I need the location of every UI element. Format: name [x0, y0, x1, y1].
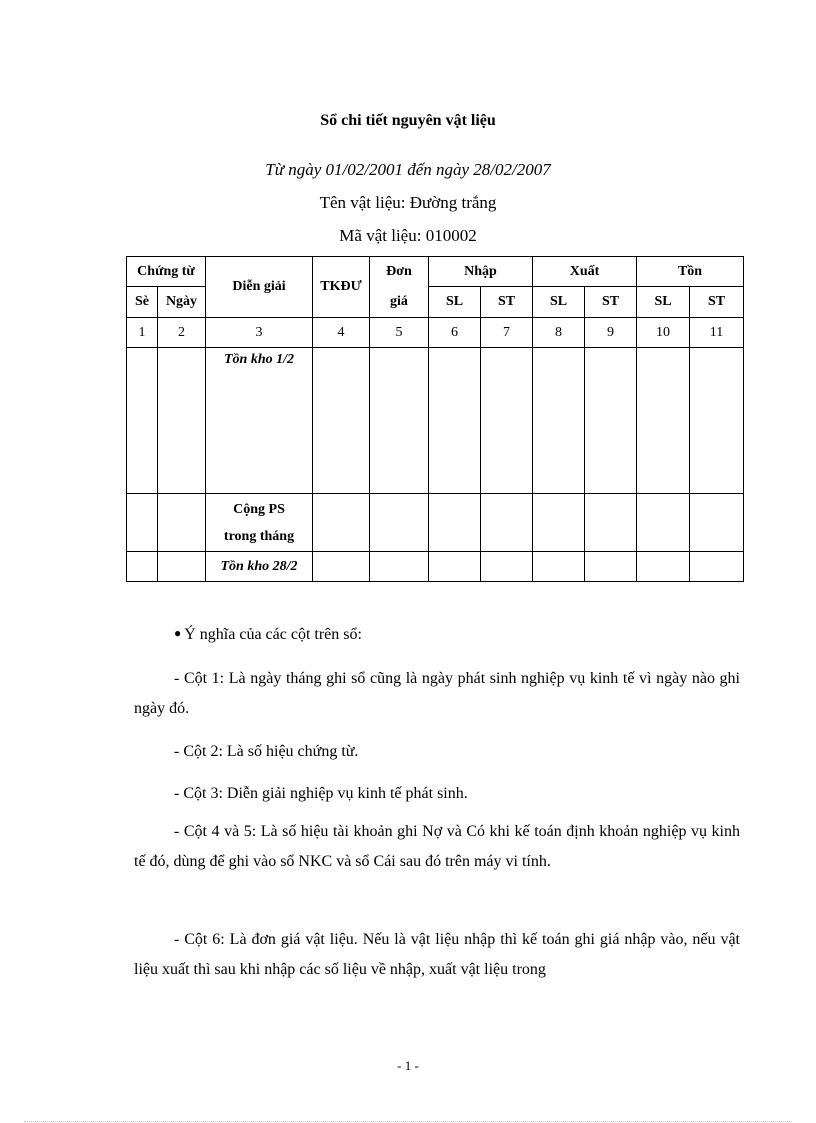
table-cell — [533, 552, 585, 582]
table-cell — [313, 348, 370, 494]
page-bottom-divider — [24, 1121, 792, 1122]
table-cell — [585, 552, 637, 582]
table-cell — [533, 348, 585, 494]
table-cell — [429, 494, 481, 552]
monthly-total-line2: trong tháng — [223, 528, 295, 544]
column-number: 11 — [690, 318, 744, 348]
date-range: Từ ngày 01/02/2001 đến ngày 28/02/2007 — [265, 160, 551, 179]
note-col1: - Cột 1: Là ngày tháng ghi sổ cũng là ngày phát sinh nghiệp vụ kinh tế vì ngày nào ghi ngày đó. — [134, 670, 740, 717]
column-number: 7 — [481, 318, 533, 348]
opening-balance-label: Tồn kho 1/2 — [206, 348, 313, 494]
material-code: Mã vật liệu: 010002 — [339, 226, 477, 245]
table-cell — [158, 348, 206, 494]
header-in-st: ST — [481, 287, 533, 318]
column-number: 9 — [585, 318, 637, 348]
page-number: - 1 - — [397, 1058, 419, 1073]
table-cell — [637, 552, 690, 582]
table-cell — [429, 552, 481, 582]
page-title: Sổ chi tiết nguyên vật liệu — [320, 112, 496, 129]
column-number: 2 — [158, 318, 206, 348]
table-cell — [370, 348, 429, 494]
header-in: Nhập — [429, 257, 533, 287]
table-cell — [481, 552, 533, 582]
table-cell — [690, 552, 744, 582]
table-cell — [637, 494, 690, 552]
table-cell — [585, 494, 637, 552]
monthly-total-label — [206, 494, 313, 552]
column-number: 1 — [127, 318, 158, 348]
table-cell — [481, 348, 533, 494]
header-unit-price-line1: Đơn — [386, 264, 412, 279]
header-voucher: Chứng từ — [127, 257, 206, 287]
table-row-closing — [127, 552, 744, 582]
table-cell — [127, 494, 158, 552]
closing-balance-label: Tồn kho 28/2 — [206, 552, 313, 582]
header-balance-st: ST — [690, 287, 744, 318]
header-description: Diễn giải — [206, 257, 313, 318]
table-cell — [481, 494, 533, 552]
table-cell — [127, 552, 158, 582]
notes-heading-text: Ý nghĩa của các cột trên sổ: — [184, 626, 362, 643]
note-col45: - Cột 4 và 5: Là số hiệu tài khoản ghi Nợ và Có khi kế toán định khoản nghiệp vụ kinh tế đó, dùng để ghi vào sổ NKC và sổ Cái sau đó trên máy vi tính. — [134, 823, 740, 870]
table-cell — [533, 494, 585, 552]
header-account: TKĐƯ — [313, 257, 370, 318]
table-cell — [690, 494, 744, 552]
header-balance: Tồn — [637, 257, 744, 287]
table-row-total — [127, 494, 744, 552]
notes-heading — [174, 626, 362, 644]
table-cell — [429, 348, 481, 494]
note-col6: - Cột 6: Là đơn giá vật liệu. Nếu là vật liệu nhập thì kế toán ghi giá nhập vào, nếu vật liệu xuất thì sau khi nhập các số liệu về nhập, xuất vật liệu trong — [134, 931, 740, 978]
bullet-icon: ● — [174, 626, 182, 640]
table-cell — [585, 348, 637, 494]
table-cell — [690, 348, 744, 494]
table-cell — [158, 552, 206, 582]
note-col3: - Cột 3: Diễn giải nghiệp vụ kinh tế phát sinh. — [174, 785, 468, 802]
table-cell — [158, 494, 206, 552]
column-number: 3 — [206, 318, 313, 348]
table-cell — [370, 552, 429, 582]
table-row-opening — [127, 348, 744, 494]
table-cell — [313, 552, 370, 582]
header-unit-price-line2: giá — [390, 294, 408, 309]
material-name: Tên vật liệu: Đường trắng — [319, 193, 497, 212]
table-cell — [313, 494, 370, 552]
table-cell — [370, 494, 429, 552]
column-number: 4 — [313, 318, 370, 348]
header-out-st: ST — [585, 287, 637, 318]
header-unit-price — [370, 257, 429, 318]
header-date: Ngày — [158, 287, 206, 318]
note-col2: - Cột 2: Là số hiệu chứng từ. — [174, 743, 359, 760]
monthly-total-line1: Cộng PS — [233, 501, 285, 517]
header-in-sl: SL — [429, 287, 481, 318]
column-number: 10 — [637, 318, 690, 348]
header-number: Sè — [127, 287, 158, 318]
table-cell — [637, 348, 690, 494]
header-out: Xuất — [533, 257, 637, 287]
column-number: 6 — [429, 318, 481, 348]
header-out-sl: SL — [533, 287, 585, 318]
table-cell — [127, 348, 158, 494]
ledger-table — [126, 256, 744, 582]
header-balance-sl: SL — [637, 287, 690, 318]
column-number: 8 — [533, 318, 585, 348]
column-number: 5 — [370, 318, 429, 348]
